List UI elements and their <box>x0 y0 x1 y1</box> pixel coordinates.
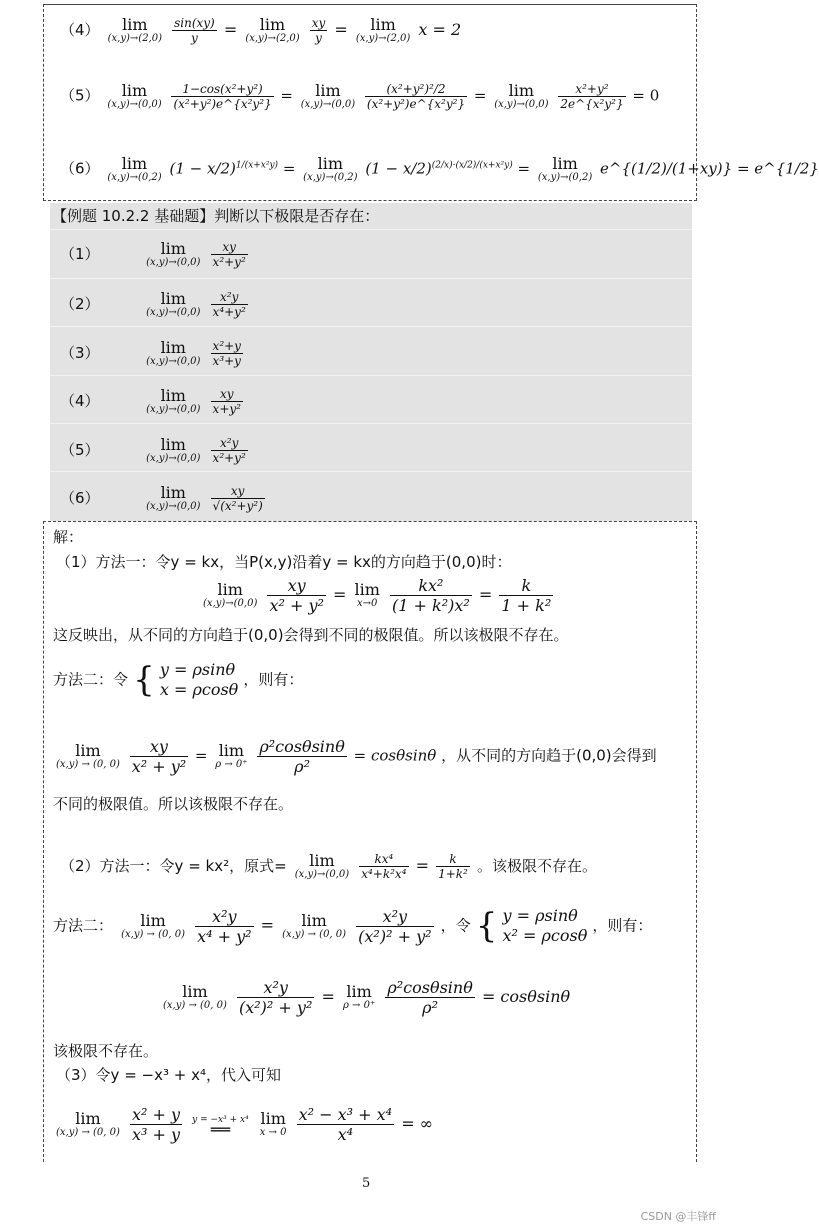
example-item-5: （5） lim (x,y)→(0,0) $\frac{\text{x²y}}{\text{x²+y²}}$ <box>60 435 246 465</box>
brace-icon: { <box>133 660 155 700</box>
example-header: 【例题 10.2.2 基础题】判断以下极限是否存在： <box>52 207 380 225</box>
solution-1-polar-equation: lim (x,y) → (0, 0) $\frac{xy}{\text{x² + y²}}$ = lim ρ → 0⁺ $\frac{\text{ρ²cosθsinθ}}{\text{ρ²}}$ = cosθsinθ ，从不同的方向趋于(0,0)会得到 <box>56 737 657 776</box>
prev-eq-5: （5） lim (x,y)→(0,0) $\frac{\text{1−cos(x²+y²)}}{\text{(x²+y²)e\textasciicircum{}\{x²y²\}}}$ = lim (x,y)→(0,0) $\frac{\text{(x²+y²)²/2}}{\text{(x²+y²)e\textasciicircum{}\{x²y²\}}}$ = lim (x,y)→(0,0) $\frac{\text{x²+y²}}{\text{2e\textasciicircum{}\{x²y²\}}}$ = 0 <box>60 81 660 111</box>
page-number: 5 <box>362 1176 371 1191</box>
solution-1-equation: lim (x,y)→(0,0) $\frac{xy}{\text{x² + y²}}$ = lim x→0 $\frac{\text{kx²}}{\text{(1 + k²)x²}}$ = $\frac{k}{\text{1 + k²}}$ <box>203 576 552 615</box>
solution-2-method2: 方法二： lim (x,y) → (0, 0) $\frac{\text{x²y}}{\text{x⁴ + y²}}$ = lim (x,y) → (0, 0) $\frac{\text{x²y}}{\text{(x²)² + y²}}$ ，令 { y = ρsinθ x² = ρcosθ ，则有： <box>53 906 653 946</box>
solution-2-polar-equation: lim (x,y) → (0, 0) $\frac{\text{x²y}}{\text{(x²)² + y²}}$ = lim ρ → 0⁺ $\frac{\text{ρ²cosθsinθ}}{\text{ρ²}}$ = cosθsinθ <box>163 978 571 1017</box>
example-item-3: （3） lim (x,y)→(0,0) $\frac{\text{x²+y}}{\text{x³+y}}$ <box>60 338 241 368</box>
solution-1-conclusion-2: 不同的极限值。所以该极限不存在。 <box>53 795 294 813</box>
solution-2-conclusion: 该极限不存在。 <box>53 1042 159 1060</box>
solution-1-method2: 方法二：令 { y = ρsinθ x = ρcosθ ，则有： <box>53 660 304 700</box>
prev-eq-4: （4） lim (x,y)→(2,0) $\frac{\sin(xy)}{y}$ = lim (x,y)→(2,0) $\frac{xy}{y}$ = lim (x,y)→(2,0) x = 2 <box>60 15 462 45</box>
solution-3-intro: （3）令y = −x³ + x⁴，代入可知 <box>56 1066 281 1084</box>
example-item-6: （6） lim (x,y)→(0,0) $\frac{xy}{\text{√(x²+y²)}}$ <box>60 483 263 513</box>
solution-label: 解： <box>53 528 84 546</box>
example-item-1: （1） lim (x,y)→(0,0) $\frac{xy}{\text{x²+y²}}$ <box>60 239 246 269</box>
solution-3-equation: lim (x,y) → (0, 0) $\frac{\text{x² + y}}{\text{x³ + y}}$ y = −x³ + x⁴ ══ lim x → 0 $\frac{\text{x² − x³ + x⁴}}{\text{x⁴}}$ = ∞ <box>56 1105 434 1144</box>
example-item-4: （4） lim (x,y)→(0,0) $\frac{xy}{\text{x+y²}}$ <box>60 386 241 416</box>
prev-eq-6: （6） lim (x,y)→(0,2) $(1 - x/2)^{1/(x+x^2y)}$ = lim (x,y)→(0,2) $(1 - x/2)^{(2/x)\cdot(x/2)/(x+x^2y)}$ = lim (x,y)→(0,2) e^{(1/2)/(1+xy)} = e^{1/2} <box>60 154 819 183</box>
solution-1-intro: （1）方法一：令y = kx，当P(x,y)沿着y = kx的方向趋于(0,0)时： <box>56 553 512 571</box>
example-item-2: （2） lim (x,y)→(0,0) $\frac{\text{x²y}}{\text{x⁴+y²}}$ <box>60 289 246 319</box>
brace-icon: { <box>475 906 498 946</box>
solution-2-method1: （2）方法一：令y = kx²，原式= lim (x,y)→(0,0) $\frac{\text{kx⁴}}{\text{x⁴+k²x⁴}}$ = $\frac{k}{\text{1+k²}}$ 。该极限不存在。 <box>60 851 597 881</box>
watermark: CSDN @丰锋ff <box>640 1210 716 1223</box>
solution-1-conclusion: 这反映出，从不同的方向趋于(0,0)会得到不同的极限值。所以该极限不存在。 <box>53 626 569 644</box>
